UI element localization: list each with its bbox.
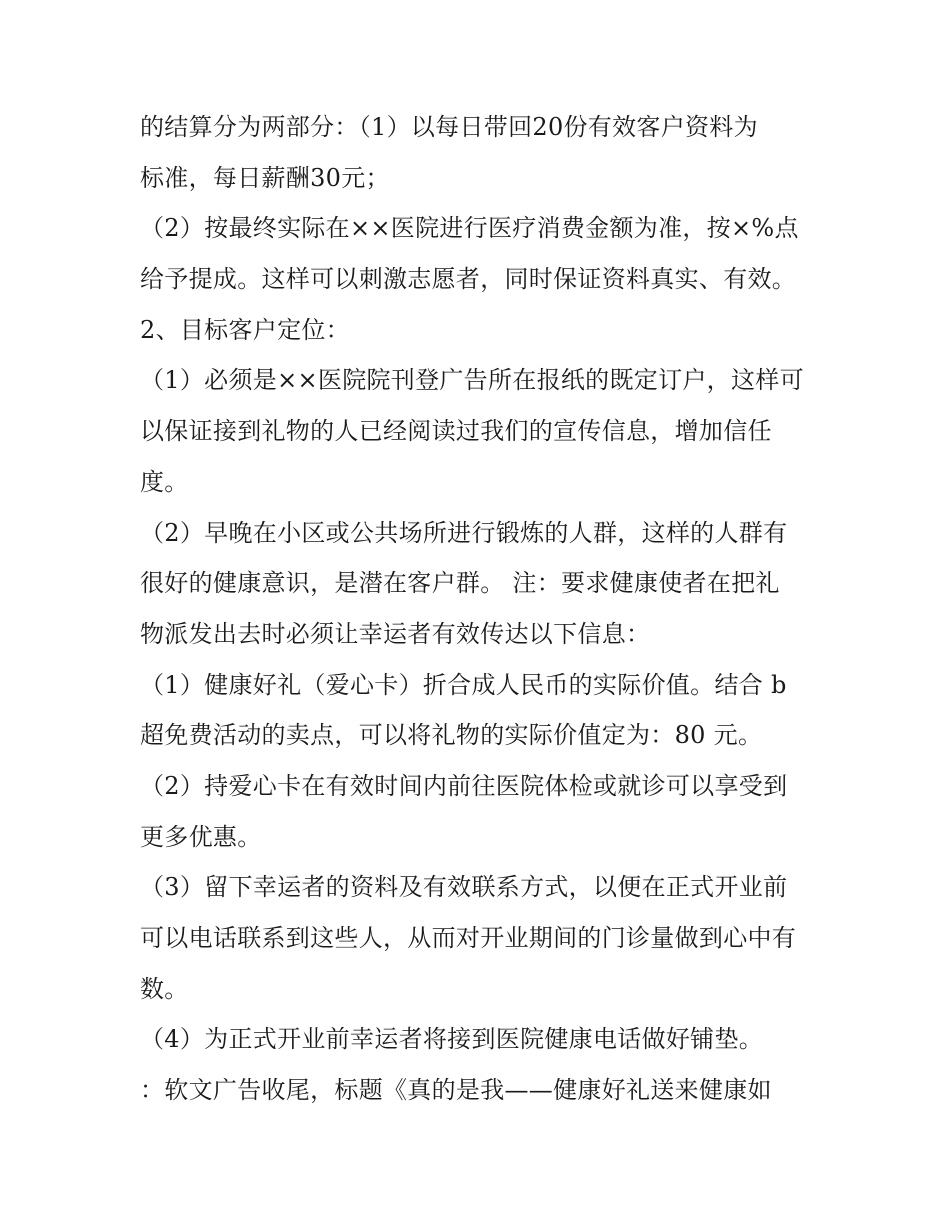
text-line: 以保证接到礼物的人已经阅读过我们的宣传信息，增加信任 (140, 417, 772, 446)
text-line: （2）早晚在小区或公共场所进行锻炼的人群，这样的人群有 (140, 518, 788, 547)
text-line: 数。 (140, 974, 189, 1003)
text-line: 度。 (140, 467, 189, 496)
text-line: （4）为正式开业前幸运者将接到医院健康电话做好铺垫。 (140, 1025, 764, 1054)
text-line: （2）持爱心卡在有效时间内前往医院体检或就诊可以享受到 (140, 771, 788, 800)
document-body (140, 102, 820, 1116)
text-line: （3）留下幸运者的资料及有效联系方式，以便在正式开业前 (140, 873, 788, 902)
text-line: （2）按最终实际在××医院进行医疗消费金额为准，按×%点 (140, 214, 799, 243)
text-line: 可以电话联系到这些人，从而对开业期间的门诊量做到心中有 (140, 924, 797, 952)
text-line: 给予提成。这样可以刺激志愿者，同时保证资料真实、有效。 (140, 265, 797, 294)
text-line: 的结算分为两部分：（1）以每日带回20份有效客户资料为 (140, 113, 758, 141)
text-line: 标准，每日薪酬30元； (140, 163, 390, 192)
section-heading: 2、目标客户定位： (140, 315, 350, 344)
text-line: 超免费活动的卖点，可以将礼物的实际价值定为：80 元。 (140, 721, 763, 750)
text-line: 更多优惠。 (140, 822, 262, 851)
text-line: 很好的健康意识，是潜在客户群。 注：要求健康使者在把礼 (140, 569, 780, 598)
text-line: 物派发出去时必须让幸运者有效传达以下信息： (140, 619, 651, 648)
text-line: （1）健康好礼（爱心卡）折合成人民币的实际价值。结合 b (140, 670, 787, 699)
text-line: （1）必须是××医院院刊登广告所在报纸的既定订户，这样可 (140, 366, 804, 395)
text-line: ：软文广告收尾，标题《真的是我——健康好礼送来健康如 (140, 1076, 772, 1105)
